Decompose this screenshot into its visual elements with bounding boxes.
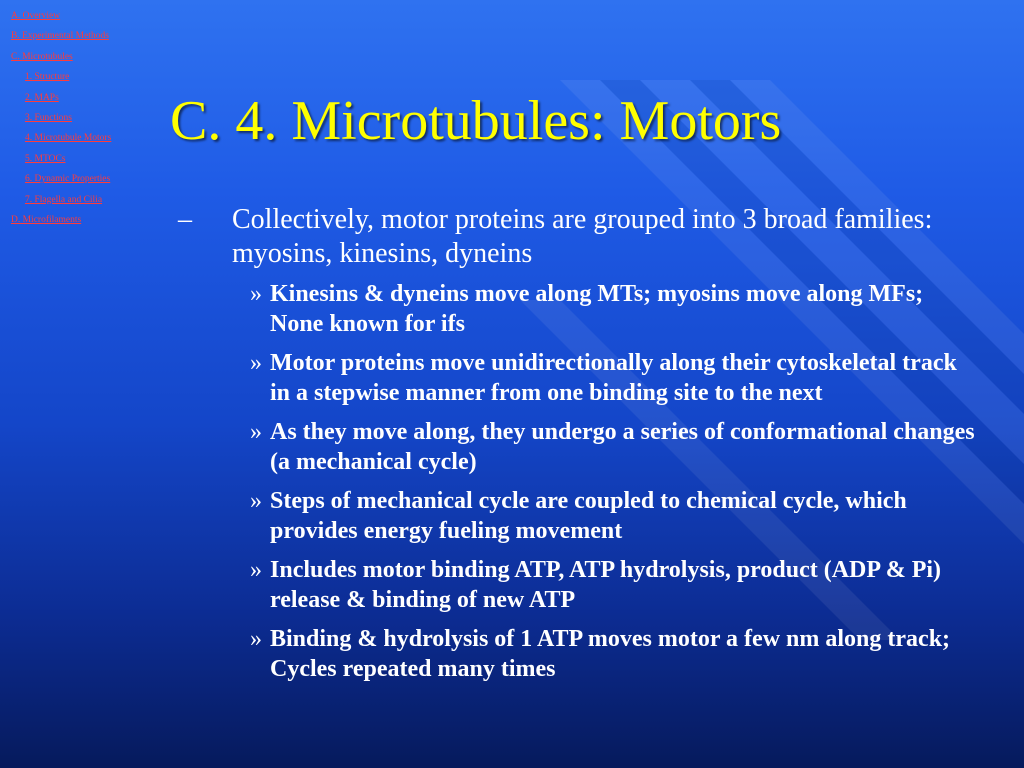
nav-link-structure[interactable]: 1. Structure: [25, 72, 70, 83]
nav-link-dynamic-properties[interactable]: 6. Dynamic Properties: [25, 174, 111, 185]
main-bullet-text: Collectively, motor proteins are grouped into 3 broad families: myosins, kinesins, dyneins: [232, 204, 933, 269]
sub-bullet: [170, 486, 990, 546]
nav-link-microtubules[interactable]: C. Microtubules: [11, 51, 73, 62]
nav-link-microfilaments[interactable]: D. Microfilaments: [11, 215, 82, 226]
sub-bullet-text: As they move along, they undergo a series of conformational changes (a mechanical cycle): [270, 419, 975, 475]
nav-link-microtubule-motors[interactable]: 4. Microtubule Motors: [25, 133, 112, 144]
slide-navigation: [11, 6, 161, 230]
chevron-bullet-marker: »: [250, 557, 262, 583]
sub-bullet-text: Motor proteins move unidirectionally along their cytoskeletal track in a stepwise manner from one binding site to the next: [270, 350, 957, 406]
dash-bullet-marker: –: [178, 204, 192, 235]
nav-link-functions[interactable]: 3. Functions: [25, 113, 72, 124]
nav-link-overview[interactable]: A. Overview: [11, 11, 61, 21]
chevron-bullet-marker: »: [250, 419, 262, 445]
sub-bullet-text: Includes motor binding ATP, ATP hydrolysis, product (ADP & Pi) release & binding of new ATP: [270, 557, 942, 613]
sub-bullet-text: Steps of mechanical cycle are coupled to chemical cycle, which provides energy fueling movement: [270, 488, 907, 544]
slide-body: [170, 203, 990, 693]
sub-bullet: [170, 417, 990, 477]
nav-link-flagella-cilia[interactable]: 7. Flagella and Cilia: [25, 194, 103, 205]
nav-link-maps[interactable]: 2. MAPs: [25, 92, 59, 103]
chevron-bullet-marker: »: [250, 281, 262, 307]
nav-link-mtocs[interactable]: 5. MTOCs: [25, 153, 66, 164]
sub-bullet: [170, 279, 990, 339]
sub-bullet-text: Binding & hydrolysis of 1 ATP moves motor a few nm along track; Cycles repeated many times: [270, 626, 951, 682]
sub-bullet: [170, 555, 990, 615]
chevron-bullet-marker: »: [250, 626, 262, 652]
sub-bullet: [170, 624, 990, 684]
sub-bullet-text: Kinesins & dyneins move along MTs; myosins move along MFs; None known for ifs: [270, 281, 924, 337]
sub-bullet: [170, 348, 990, 408]
chevron-bullet-marker: »: [250, 488, 262, 514]
chevron-bullet-marker: »: [250, 350, 262, 376]
main-bullet: [170, 203, 990, 271]
slide-title: C. 4. Microtubules: Motors: [170, 90, 782, 152]
nav-link-experimental-methods[interactable]: B. Experimental Methods: [11, 31, 109, 42]
